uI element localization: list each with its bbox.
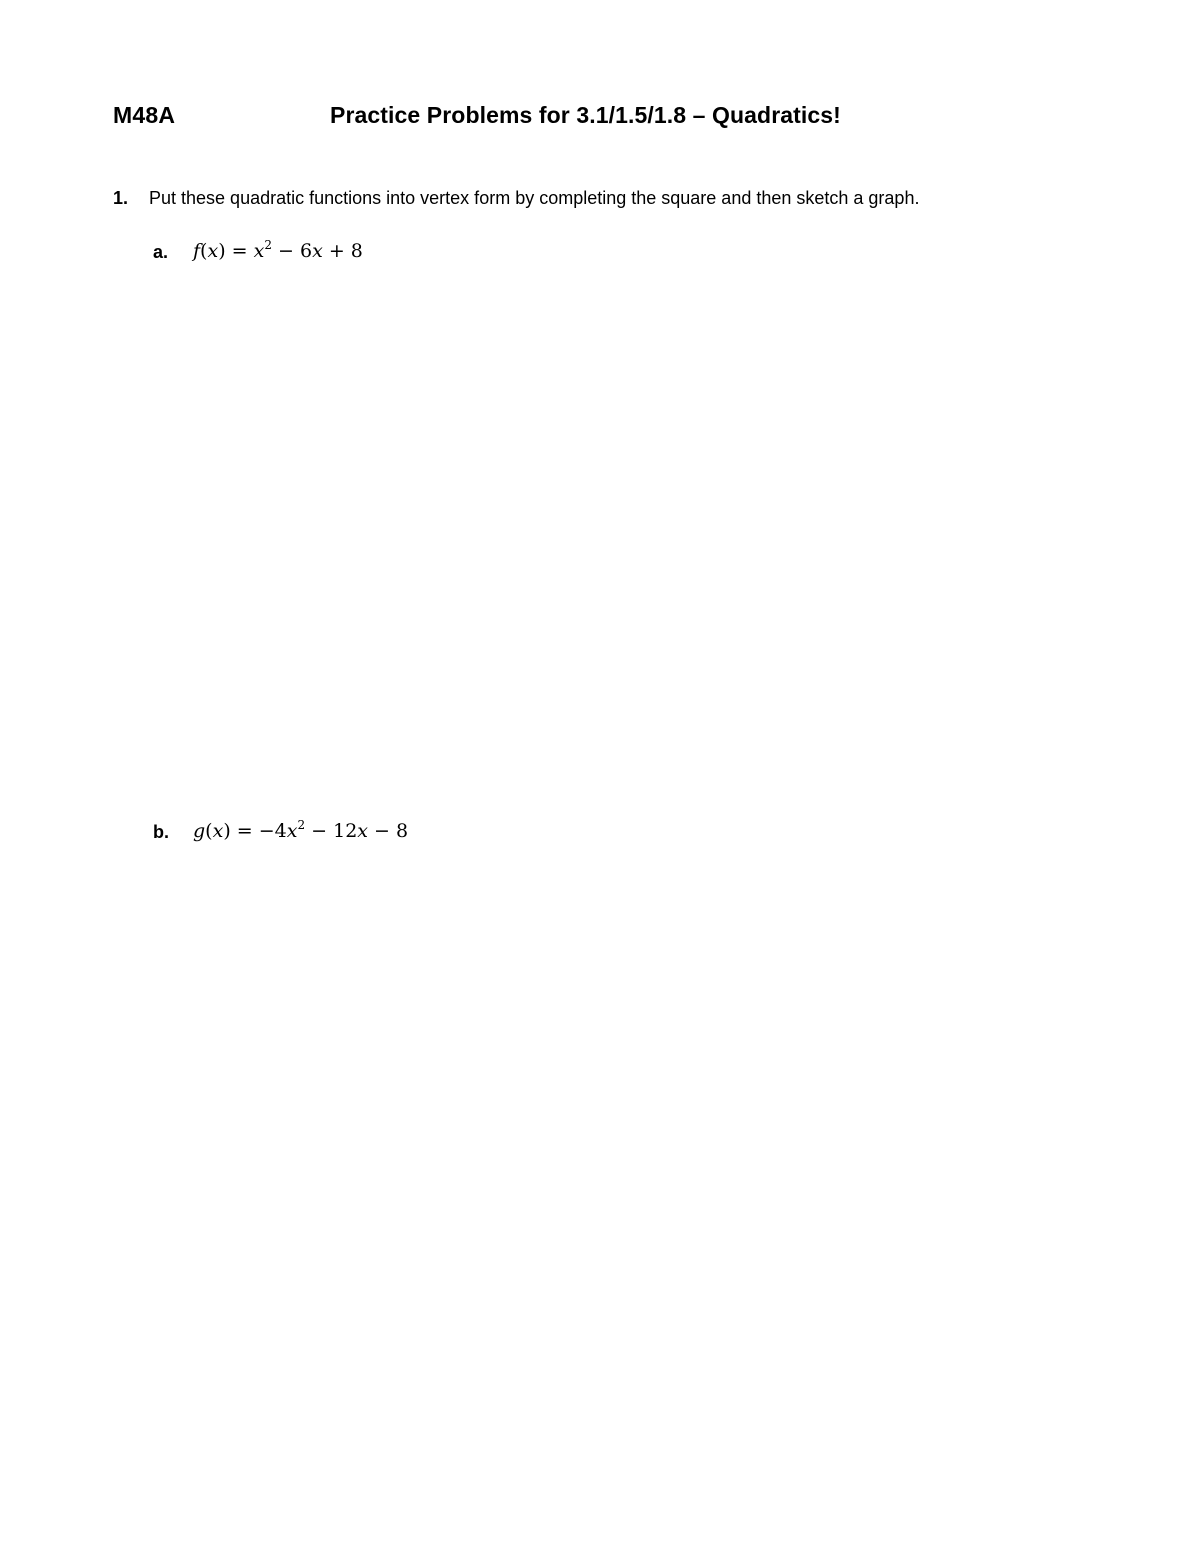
paren-open: (: [205, 820, 213, 842]
function-name: f: [193, 240, 201, 262]
problem-number: 1.: [113, 188, 129, 208]
paren-open: (: [200, 240, 208, 262]
operator: −: [368, 820, 397, 842]
part-label: a.: [153, 242, 169, 262]
page-title: Practice Problems for 3.1/1.5/1.8 – Quadratics!: [330, 102, 841, 128]
constant-term: 8: [396, 820, 409, 842]
equals-sign: =: [225, 240, 254, 262]
operator: −: [305, 820, 334, 842]
quadratic-term: x: [286, 820, 298, 842]
operator: +: [322, 240, 351, 262]
constant-term: 8: [350, 240, 363, 262]
variable: x: [207, 240, 219, 262]
linear-variable: x: [357, 820, 369, 842]
answer-space-a[interactable]: [190, 280, 1070, 800]
paren-close: ): [218, 240, 226, 262]
equation-g: [193, 820, 408, 842]
equals-sign: =: [230, 820, 259, 842]
exponent: 2: [297, 818, 306, 832]
paren-close: ): [223, 820, 231, 842]
variable: x: [212, 820, 224, 842]
linear-coefficient: 6: [299, 240, 313, 262]
function-name: g: [193, 820, 206, 842]
problem-instruction: Put these quadratic functions into vertex form by completing the square and then sketch a graph.: [149, 188, 920, 208]
quadratic-term: x: [253, 240, 265, 262]
exponent: 2: [264, 238, 272, 252]
linear-coefficient: 12: [333, 820, 358, 842]
answer-space-b[interactable]: [190, 860, 1070, 1480]
equation-f: [193, 240, 363, 262]
leading-coefficient: −4: [258, 820, 287, 842]
worksheet-header: [113, 102, 1073, 136]
part-label: b.: [153, 822, 169, 842]
linear-variable: x: [312, 240, 323, 262]
operator: −: [271, 240, 300, 262]
course-code: M48A: [113, 102, 176, 128]
